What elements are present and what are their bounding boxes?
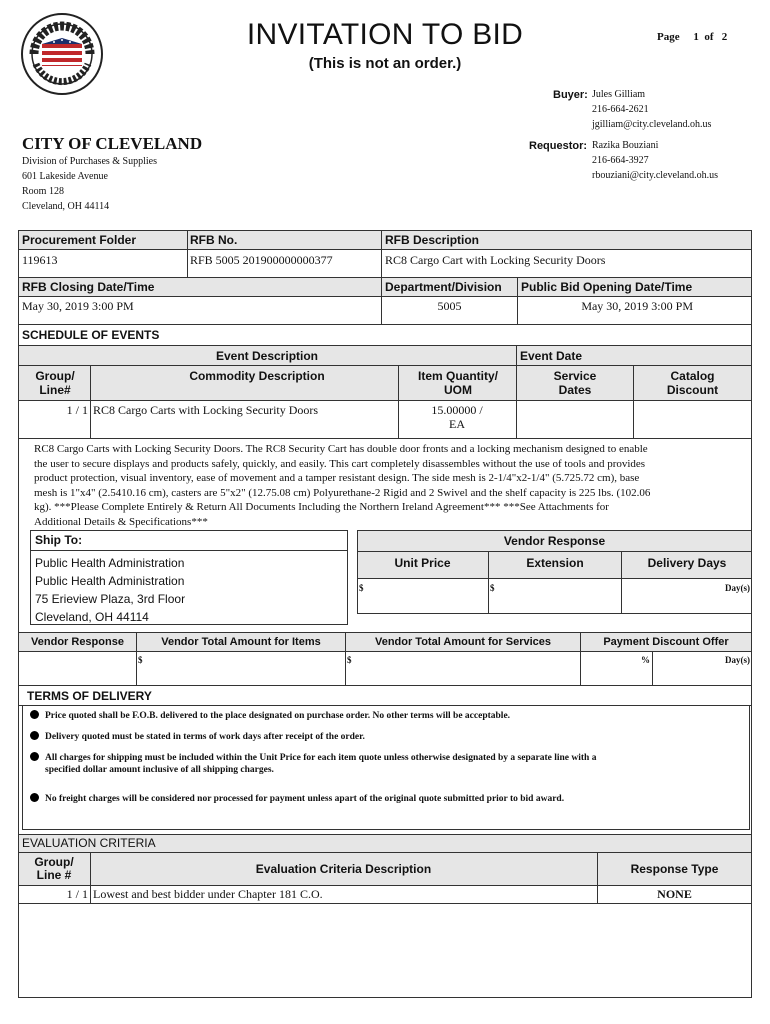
eval-col-desc: Evaluation Criteria Description [255,862,432,876]
eval-col-response: Response Type [630,862,719,876]
procurement-folder-value: 119613 [22,253,58,267]
rfb-no-value: RFB 5005 201900000000377 [190,253,333,267]
item-qty: 15.00000 / [431,403,483,417]
ship-to-line: Cleveland, OH 44114 [35,610,149,624]
unit-price-label: Unit Price [394,556,451,570]
delivery-days-input[interactable] [623,583,750,611]
org-address [22,154,157,214]
unit-price-dollar: $ [359,583,364,593]
eval-row-response: NONE [657,887,692,901]
unit-price-input[interactable] [359,583,487,611]
col-service-label: Service [553,369,597,383]
total-services-label: Vendor Total Amount for Services [374,636,552,648]
terms-list [30,710,745,804]
terms-title: TERMS OF DELIVERY [27,689,152,703]
org-street: 601 Lakeside Avenue [22,171,108,182]
delivery-days-unit: Day(s) [725,583,750,593]
eval-col-group: Group/ [34,856,74,869]
terms-item [30,731,745,742]
col-uom-label: UOM [444,383,472,397]
discount-days-input[interactable] [654,655,750,683]
desc-line: mesh is 1"x4" (2.5410.16 cm), casters are 5"x2" (12.75.08 cm) Polyurethane-2 Rigid and 2 Swivel and the shelf capacity is 225 lbs. (102.06 [34,486,651,499]
col-qty-uom [400,369,516,397]
schedule-title: SCHEDULE OF EVENTS [22,328,160,342]
requestor-label: Requestor: [529,140,588,152]
item-line: 1 / 1 [66,403,88,417]
page-current: 1 [693,31,699,43]
dept-label: Department/Division [385,280,502,294]
discount-percent-sign: % [641,655,650,665]
buyer-phone: 216-664-2621 [592,104,649,115]
desc-line: RC8 Cargo Carts with Locking Security Doors. The RC8 Security Cart has double door fronts and a locking mechanism designed to enable [34,443,648,455]
event-desc-label: Event Description [215,349,319,363]
requestor-phone: 216-664-3927 [592,155,649,166]
eval-row-line: 1 / 1 [66,887,88,901]
org-name: CITY OF CLEVELAND [22,134,203,153]
eval-col-line: Line # [36,868,72,882]
buyer-block [592,87,711,132]
col-discount-label: Discount [666,383,719,397]
discount-days-unit: Day(s) [725,655,750,665]
ship-to-address [35,554,185,626]
terms-text: No freight charges will be considered nor processed for payment unless apart of the original quote submitted prior to bid award. [45,794,565,804]
evaluation-title: EVALUATION CRITERIA [22,836,156,850]
terms-text: specified dollar amount inclusive of all shipping charges. [45,765,274,775]
page-of: of [704,31,714,43]
page-total: 2 [721,31,728,43]
terms-item [30,793,745,804]
closing-value: May 30, 2019 3:00 PM [22,299,134,313]
rfb-desc-value: RC8 Cargo Cart with Locking Security Doors [385,253,606,267]
opening-label: Public Bid Opening Date/Time [521,280,693,294]
total-services-dollar: $ [347,655,352,665]
page-subtitle: (This is not an order.) [308,55,462,72]
org-room: Room 128 [22,186,64,197]
total-items-input[interactable] [138,655,344,683]
requestor-name: Razika Bouziani [592,140,659,151]
event-date-label: Event Date [520,349,583,363]
eval-col-group-line [19,856,89,882]
desc-line: product protection, visual inventory, ease of movement and a tamper resistant design. The side mesh is 2-1/4"x2-1/4" (5.725.72 cm), base [34,472,640,484]
org-city: Cleveland, OH 44114 [22,201,110,212]
col-group-label: Group/ [35,369,75,383]
payment-discount-label: Payment Discount Offer [603,636,729,648]
item-uom: EA [449,417,465,431]
total-services-input[interactable] [347,655,579,683]
page-label: Page [657,31,680,43]
discount-percent-input[interactable] [582,655,650,683]
col-qty-label: Item Quantity/ [417,369,498,383]
ship-to-label: Ship To: [35,533,83,547]
ship-to-line: Public Health Administration [35,556,185,570]
item-qty-uom [399,403,515,431]
vendor-response-input[interactable] [20,653,135,683]
total-items-label: Vendor Total Amount for Items [161,636,321,648]
col-service-dates [517,369,633,397]
item-long-description [34,442,749,529]
bullet-icon [30,731,39,740]
terms-item [30,710,745,721]
desc-line: the user to secure displays and products safely, quickly, and easily. This cart completely disassembles without the use of tools and provides [34,457,646,470]
terms-item-cont [30,765,745,775]
col-line-label: Line# [39,383,71,397]
extension-input[interactable] [490,583,620,611]
org-division: Division of Purchases & Supplies [22,156,157,167]
terms-item [30,752,745,763]
bullet-icon [30,793,39,802]
total-items-dollar: $ [138,655,143,665]
terms-text: Delivery quoted must be stated in terms of work days after receipt of the order. [45,732,365,742]
opening-value: May 30, 2019 3:00 PM [581,299,693,313]
ship-to-line: 75 Erieview Plaza, 3rd Floor [35,592,186,606]
col-catalog-label: Catalog [670,369,715,383]
desc-line: kg). ***Please Complete Entirely & Return All Documents Including the Northern Ireland Agreement*** ***See Attachments for [34,501,609,513]
col-group-line [20,369,90,397]
procurement-folder-label: Procurement Folder [22,233,137,247]
buyer-label: Buyer: [553,89,588,101]
terms-text: Price quoted shall be F.O.B. delivered to the place designated on purchase order. No other terms will be acceptable. [45,711,511,721]
extension-dollar: $ [490,583,495,593]
page-title: INVITATION TO BID [246,18,524,51]
col-catalog-discount [634,369,751,397]
ship-to-line: Public Health Administration [35,574,185,588]
bullet-icon [30,752,39,761]
delivery-days-label: Delivery Days [647,556,727,570]
bullet-icon [30,710,39,719]
extension-label: Extension [526,556,584,570]
closing-label: RFB Closing Date/Time [22,280,155,294]
vendor-response-label: Vendor Response [31,636,124,648]
buyer-email: jgilliam@city.cleveland.oh.us [592,119,712,130]
requestor-email: rbouziani@city.cleveland.oh.us [592,170,719,181]
buyer-name: Jules Gilliam [592,89,646,100]
terms-text: All charges for shipping must be included within the Unit Price for each item quote unless otherwise designated by a separate line with a [45,753,597,763]
col-commodity-label: Commodity Description [189,369,325,383]
col-dates-label: Dates [558,383,592,397]
desc-line: Additional Details & Specifications*** [34,515,208,528]
dept-value: 5005 [437,299,462,313]
requestor-block [592,138,718,183]
item-desc: RC8 Cargo Carts with Locking Security Doors [93,403,319,417]
page-number [657,31,727,43]
rfb-no-label: RFB No. [190,233,238,247]
rfb-desc-label: RFB Description [385,233,480,247]
vendor-response-title: Vendor Response [503,534,606,548]
eval-row-desc: Lowest and best bidder under Chapter 181 C.O. [93,887,323,901]
